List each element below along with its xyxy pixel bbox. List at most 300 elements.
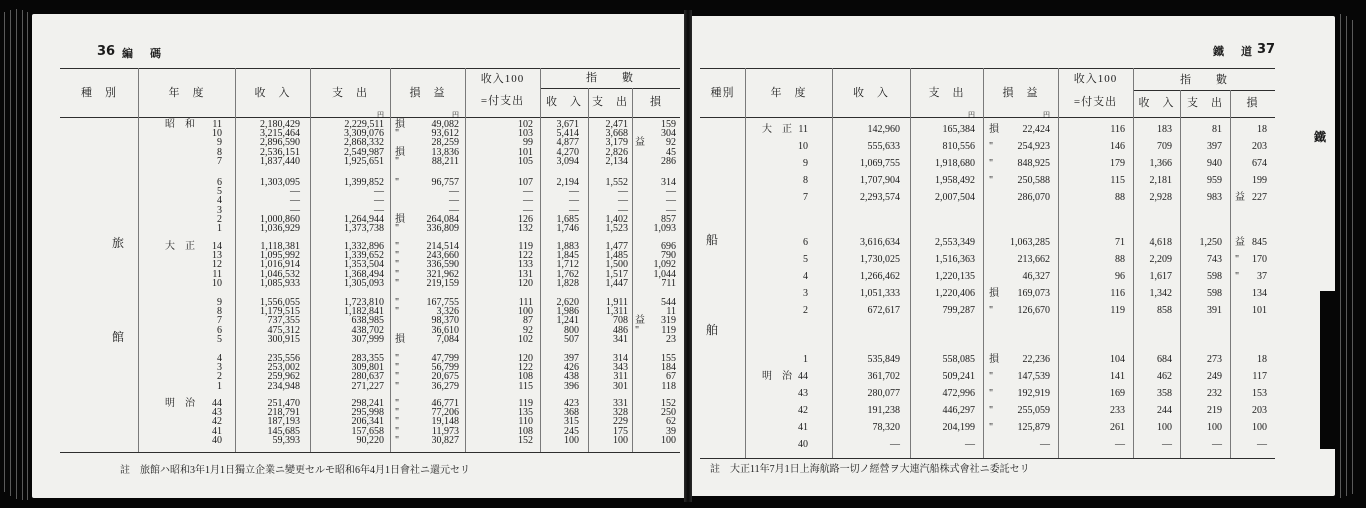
index-expense-cell: 341 xyxy=(613,333,628,345)
income-cell: 218,791 xyxy=(267,407,300,419)
pl-mark: " xyxy=(395,128,400,140)
table-row xyxy=(692,439,1335,451)
profit-loss-cell: 20,675 xyxy=(431,371,459,383)
pl-mark: " xyxy=(395,259,400,271)
index-income-cell: 2,181 xyxy=(1149,175,1172,186)
page-number: 36 xyxy=(97,44,116,59)
index-expense-cell: 100 xyxy=(613,434,628,446)
expense-cell: 446,297 xyxy=(942,405,975,416)
index-expense-cell: 1,485 xyxy=(605,250,628,262)
ratio-cell: 108 xyxy=(518,425,533,437)
table-row xyxy=(692,192,1335,204)
income-cell: 1,556,055 xyxy=(260,297,300,308)
header-index: 指 數 xyxy=(586,72,634,84)
index-expense-cell: 1,402 xyxy=(605,213,628,225)
footnote: 註 大正11年7月1日上海航路一切ノ經營ヲ大連汽船株式會社ニ委託セリ xyxy=(710,464,1030,475)
expense-cell: 204,199 xyxy=(942,422,975,433)
right-table-body xyxy=(692,16,1335,496)
category-char: 館 xyxy=(111,330,124,344)
index-expense-cell: — xyxy=(1212,439,1222,450)
expense-cell: 307,999 xyxy=(351,333,384,345)
ratio-cell: 102 xyxy=(518,119,533,130)
profit-loss-cell: — xyxy=(449,186,459,198)
expense-cell: 298,241 xyxy=(351,398,384,409)
table-row xyxy=(692,422,1335,434)
profit-loss-cell: 286,070 xyxy=(1017,192,1050,203)
year-cell: 44 xyxy=(798,371,808,382)
year-cell: 40 xyxy=(212,434,222,446)
income-cell: 253,002 xyxy=(267,362,300,374)
index-mark: 益 xyxy=(1235,192,1245,203)
income-cell: 145,685 xyxy=(267,425,300,437)
profit-loss-cell: 167,755 xyxy=(426,297,459,308)
pl-mark: " xyxy=(395,407,400,419)
profit-loss-cell: 77,206 xyxy=(431,407,459,419)
index-income-cell: — xyxy=(569,195,579,207)
index-income-cell: 438 xyxy=(564,371,579,383)
income-cell: 234,948 xyxy=(267,380,300,392)
index-pl-cell: 203 xyxy=(1252,141,1267,152)
index-expense-cell: 598 xyxy=(1207,288,1222,299)
income-cell: 187,193 xyxy=(267,416,300,428)
table-row xyxy=(692,388,1335,400)
profit-loss-cell: 250,588 xyxy=(1017,175,1050,186)
ratio-cell: 261 xyxy=(1110,422,1125,433)
income-cell: 300,915 xyxy=(267,333,300,345)
index-pl-cell: — xyxy=(666,195,676,207)
index-pl-cell: 100 xyxy=(661,434,676,446)
index-expense-cell: 486 xyxy=(613,324,628,336)
index-expense-cell: 1,911 xyxy=(605,297,628,308)
index-income-cell: 2,620 xyxy=(556,297,579,308)
ratio-cell: 233 xyxy=(1110,405,1125,416)
index-expense-cell: 397 xyxy=(1207,141,1222,152)
index-pl-cell: 696 xyxy=(661,241,676,252)
index-pl-cell: 711 xyxy=(661,277,676,289)
ratio-cell: 122 xyxy=(518,250,533,262)
ratio-cell: 71 xyxy=(1115,237,1125,248)
profit-loss-cell: 36,610 xyxy=(431,324,459,336)
table-row xyxy=(692,158,1335,170)
category-char: 旅 xyxy=(111,236,124,250)
index-expense-cell: 2,134 xyxy=(605,155,628,167)
income-cell: 1,000,860 xyxy=(260,213,300,225)
pl-mark: " xyxy=(395,223,400,234)
index-income-cell: — xyxy=(569,204,579,216)
profit-loss-cell: 125,879 xyxy=(1017,422,1050,433)
header-index-expense: 支 出 xyxy=(592,96,628,108)
index-expense-cell: — xyxy=(618,186,628,198)
left-page xyxy=(32,14,684,498)
income-cell: 1,730,025 xyxy=(860,254,900,265)
year-cell: 8 xyxy=(803,175,808,186)
year-cell: 4 xyxy=(217,195,222,207)
expense-cell: 810,556 xyxy=(942,141,975,152)
ratio-cell: 99 xyxy=(523,137,533,149)
expense-cell: 1,958,492 xyxy=(935,175,975,186)
income-cell: 1,266,462 xyxy=(860,271,900,282)
pl-mark: " xyxy=(395,434,400,446)
profit-loss-cell: 46,327 xyxy=(1022,271,1050,282)
index-pl-cell: 67 xyxy=(666,371,676,383)
pl-mark: " xyxy=(395,380,400,392)
index-mark: " xyxy=(635,324,640,336)
year-cell: 11 xyxy=(212,268,222,280)
expense-cell: 472,996 xyxy=(942,388,975,399)
year-cell: 41 xyxy=(212,425,222,437)
profit-loss-cell: 126,670 xyxy=(1017,305,1050,316)
pl-mark: " xyxy=(395,177,400,188)
pl-mark: 損 xyxy=(395,119,405,130)
ratio-cell: 132 xyxy=(518,223,533,234)
ratio-cell: 152 xyxy=(518,434,533,446)
index-income-cell: 1,241 xyxy=(556,315,579,327)
header-year: 年 度 xyxy=(770,87,807,99)
year-cell: 10 xyxy=(798,141,808,152)
ratio-cell: 88 xyxy=(1115,254,1125,265)
expense-cell: — xyxy=(374,186,384,198)
index-expense-cell: 1,523 xyxy=(605,223,628,234)
index-mark: 益 xyxy=(635,315,645,327)
header-index: 指 數 xyxy=(1180,74,1228,86)
profit-loss-cell: 93,612 xyxy=(431,128,459,140)
ratio-cell: 105 xyxy=(518,155,533,167)
index-pl-cell: 845 xyxy=(1252,237,1267,248)
index-pl-cell: 250 xyxy=(661,407,676,419)
header-index-income: 收 入 xyxy=(546,96,582,108)
expense-cell: 1,220,406 xyxy=(935,288,975,299)
table-row xyxy=(32,334,684,346)
ratio-cell: 179 xyxy=(1110,158,1125,169)
profit-loss-cell: 96,757 xyxy=(431,177,459,188)
index-income-cell: 183 xyxy=(1157,124,1172,135)
year-cell: 44 xyxy=(212,398,222,409)
index-income-cell: 3,671 xyxy=(556,119,579,130)
expense-cell: 206,341 xyxy=(351,416,384,428)
ratio-cell: 96 xyxy=(1115,271,1125,282)
profit-loss-cell: 22,236 xyxy=(1022,354,1050,365)
ratio-cell: 107 xyxy=(518,177,533,188)
expense-cell: 558,085 xyxy=(942,354,975,365)
expense-cell: 1,373,738 xyxy=(344,223,384,234)
index-expense-cell: 273 xyxy=(1207,354,1222,365)
year-cell: 14 xyxy=(212,241,222,252)
running-head-title: 編 碼 xyxy=(122,48,164,60)
table-row xyxy=(692,371,1335,383)
income-cell: 535,849 xyxy=(867,354,900,365)
year-cell: 11 xyxy=(798,124,808,135)
index-pl-cell: 100 xyxy=(1252,422,1267,433)
year-cell: 5 xyxy=(217,186,222,198)
expense-cell: 2,553,349 xyxy=(935,237,975,248)
profit-loss-cell: — xyxy=(449,204,459,216)
year-cell: 10 xyxy=(212,277,222,289)
page-number: 37 xyxy=(1257,42,1276,57)
year-cell: 1 xyxy=(217,223,222,234)
index-income-cell: 1,746 xyxy=(556,223,579,234)
ratio-cell: 120 xyxy=(518,277,533,289)
index-income-cell: — xyxy=(569,186,579,198)
ratio-cell: 116 xyxy=(1110,124,1125,135)
income-cell: 361,702 xyxy=(867,371,900,382)
index-pl-cell: 203 xyxy=(1252,405,1267,416)
ratio-cell: 141 xyxy=(1110,371,1125,382)
year-cell: 6 xyxy=(217,324,222,336)
ratio-cell: 110 xyxy=(518,416,533,428)
income-cell: 1,095,992 xyxy=(260,250,300,262)
year-cell: 7 xyxy=(217,155,222,167)
header-profit-loss: 損 益 xyxy=(1002,87,1039,99)
income-cell: 142,960 xyxy=(867,124,900,135)
expense-cell: 165,384 xyxy=(942,124,975,135)
header-income: 收 入 xyxy=(254,87,291,99)
index-mark: " xyxy=(1235,271,1240,282)
pl-mark: " xyxy=(989,422,994,433)
index-expense-cell: 959 xyxy=(1207,175,1222,186)
income-cell: 1,051,333 xyxy=(860,288,900,299)
income-cell: 1,837,440 xyxy=(260,155,300,167)
index-pl-cell: 227 xyxy=(1252,192,1267,203)
profit-loss-cell: 336,590 xyxy=(426,259,459,271)
profit-loss-cell: 56,799 xyxy=(431,362,459,374)
index-expense-cell: 743 xyxy=(1207,254,1222,265)
profit-loss-cell: 11,973 xyxy=(431,425,459,437)
category-char: 舶 xyxy=(705,323,718,337)
profit-loss-cell: 254,923 xyxy=(1017,141,1050,152)
table-row xyxy=(692,141,1335,153)
expense-cell: 3,309,076 xyxy=(344,128,384,140)
year-cell: 3 xyxy=(217,362,222,374)
index-income-cell: 800 xyxy=(564,324,579,336)
ratio-cell: 115 xyxy=(518,380,533,392)
year-cell: 11 xyxy=(212,119,222,130)
pl-mark: 損 xyxy=(395,333,405,345)
era-label: 明 治 xyxy=(762,371,792,382)
index-income-cell: 100 xyxy=(564,434,579,446)
index-expense-cell: 175 xyxy=(613,425,628,437)
expense-cell: 1,264,944 xyxy=(344,213,384,225)
ratio-cell: 169 xyxy=(1110,388,1125,399)
profit-loss-cell: 336,809 xyxy=(426,223,459,234)
year-cell: 3 xyxy=(803,288,808,299)
expense-cell: 280,637 xyxy=(351,371,384,383)
index-pl-cell: 37 xyxy=(1257,271,1267,282)
page-edge-line xyxy=(16,9,17,499)
page-edge-line xyxy=(27,12,28,500)
year-cell: 10 xyxy=(212,128,222,140)
expense-cell: 799,287 xyxy=(942,305,975,316)
index-pl-cell: 155 xyxy=(661,353,676,364)
expense-cell: 1,723,810 xyxy=(344,297,384,308)
index-mark: 益 xyxy=(635,137,645,149)
category-char: 船 xyxy=(705,233,718,247)
index-income-cell: 397 xyxy=(564,353,579,364)
profit-loss-cell: 192,919 xyxy=(1017,388,1050,399)
index-income-cell: 462 xyxy=(1157,371,1172,382)
year-cell: 8 xyxy=(217,146,222,158)
income-cell: 475,312 xyxy=(267,324,300,336)
index-income-cell: 426 xyxy=(564,362,579,374)
income-cell: 280,077 xyxy=(867,388,900,399)
ratio-cell: 104 xyxy=(1110,354,1125,365)
index-pl-cell: — xyxy=(1257,439,1267,450)
index-income-cell: 1,617 xyxy=(1149,271,1172,282)
header-index-pl: 損 xyxy=(1246,97,1259,109)
income-cell: — xyxy=(890,439,900,450)
index-income-cell: 1,986 xyxy=(556,306,579,318)
profit-loss-cell: 28,259 xyxy=(431,137,459,149)
footnote: 註 旅館ハ昭和3年1月1日獨立企業ニ變更セルモ昭和6年4月1日會社ニ還元セリ xyxy=(120,465,470,476)
pl-mark: 損 xyxy=(989,354,999,365)
year-cell: 7 xyxy=(803,192,808,203)
profit-loss-cell: 213,662 xyxy=(1017,254,1050,265)
index-expense-cell: 219 xyxy=(1207,405,1222,416)
expense-cell: — xyxy=(965,439,975,450)
table-row xyxy=(692,354,1335,366)
pl-mark: " xyxy=(989,158,994,169)
ratio-cell: 101 xyxy=(518,146,533,158)
header-ratio-line2: =付支出 xyxy=(1073,96,1118,108)
income-cell: 59,393 xyxy=(272,434,300,446)
index-pl-cell: 39 xyxy=(666,425,676,437)
table-row xyxy=(692,271,1335,283)
income-cell: 2,536,151 xyxy=(260,146,300,158)
index-income-cell: 1,342 xyxy=(1149,288,1172,299)
expense-cell: 1,220,135 xyxy=(935,271,975,282)
index-pl-cell: 674 xyxy=(1252,158,1267,169)
index-expense-cell: 940 xyxy=(1207,158,1222,169)
expense-cell: 2,007,504 xyxy=(935,192,975,203)
era-label xyxy=(159,223,201,235)
header-ratio-line1: 收入100 xyxy=(1073,73,1118,85)
income-cell: — xyxy=(290,204,300,216)
expense-cell: 1,918,680 xyxy=(935,158,975,169)
table-row xyxy=(692,237,1335,249)
income-cell: 1,046,532 xyxy=(260,268,300,280)
year-cell: 9 xyxy=(217,137,222,149)
income-cell: 2,180,429 xyxy=(260,119,300,130)
year-cell: 42 xyxy=(212,416,222,428)
header-category: 種 別 xyxy=(81,87,117,99)
index-expense-cell: 598 xyxy=(1207,271,1222,282)
expense-cell: 1,182,841 xyxy=(344,306,384,318)
year-cell: 6 xyxy=(803,237,808,248)
page-edge-line xyxy=(1352,20,1353,494)
index-pl-cell: 101 xyxy=(1252,305,1267,316)
year-cell: 12 xyxy=(212,259,222,271)
index-expense-cell: 311 xyxy=(613,371,628,383)
index-expense-cell: 343 xyxy=(613,362,628,374)
index-expense-cell: 232 xyxy=(1207,388,1222,399)
profit-loss-cell: 214,514 xyxy=(426,241,459,252)
income-cell: 1,016,914 xyxy=(260,259,300,271)
income-cell: 1,069,755 xyxy=(860,158,900,169)
ratio-cell: 103 xyxy=(518,128,533,140)
index-pl-cell: 118 xyxy=(661,380,676,392)
profit-loss-cell: 3,326 xyxy=(436,306,459,318)
pl-mark: 損 xyxy=(395,213,405,225)
index-pl-cell: 11 xyxy=(666,306,676,318)
index-income-cell: 3,094 xyxy=(556,155,579,167)
index-pl-cell: 18 xyxy=(1257,124,1267,135)
era-label xyxy=(159,435,201,447)
index-expense-cell: 2,826 xyxy=(605,146,628,158)
ratio-cell: 111 xyxy=(518,297,533,308)
expense-cell: 271,227 xyxy=(351,380,384,392)
pl-mark: " xyxy=(989,371,994,382)
index-income-cell: 684 xyxy=(1157,354,1172,365)
index-income-cell: 4,877 xyxy=(556,137,579,149)
ratio-cell: 120 xyxy=(518,353,533,364)
profit-loss-cell: 19,148 xyxy=(431,416,459,428)
table-row xyxy=(32,223,684,235)
pl-mark: 損 xyxy=(989,124,999,135)
header-ratio-line2: =付支出 xyxy=(480,95,525,107)
expense-cell: 438,702 xyxy=(351,324,384,336)
ratio-cell: 122 xyxy=(518,362,533,374)
ratio-cell: 102 xyxy=(518,333,533,345)
era-label: 大 正 xyxy=(165,241,195,252)
profit-loss-cell: 98,370 xyxy=(431,315,459,327)
ratio-cell: 135 xyxy=(518,407,533,419)
profit-loss-cell: 88,211 xyxy=(431,155,459,167)
index-expense-cell: — xyxy=(618,195,628,207)
index-expense-cell: 249 xyxy=(1207,371,1222,382)
ratio-cell: 116 xyxy=(1110,288,1125,299)
year-cell: 5 xyxy=(217,333,222,345)
index-pl-cell: 45 xyxy=(666,146,676,158)
profit-loss-cell: 169,073 xyxy=(1017,288,1050,299)
header-index-pl: 損 xyxy=(650,96,662,108)
pl-mark: " xyxy=(989,141,994,152)
year-cell: 9 xyxy=(217,297,222,308)
year-cell: 7 xyxy=(217,315,222,327)
table-row xyxy=(692,175,1335,187)
index-expense-cell: — xyxy=(618,204,628,216)
ratio-cell: 119 xyxy=(518,398,533,409)
index-pl-cell: 170 xyxy=(1252,254,1267,265)
index-income-cell: 423 xyxy=(564,398,579,409)
ratio-cell: 87 xyxy=(523,315,533,327)
index-pl-cell: — xyxy=(666,204,676,216)
index-pl-cell: 153 xyxy=(1252,388,1267,399)
pl-mark: " xyxy=(395,353,400,364)
index-income-cell: — xyxy=(1162,439,1172,450)
index-pl-cell: 134 xyxy=(1252,288,1267,299)
yen-unit-mark: 円 xyxy=(377,111,384,119)
page-edge-line xyxy=(10,10,11,496)
profit-loss-cell: 30,827 xyxy=(431,434,459,446)
profit-loss-cell: 13,836 xyxy=(431,146,459,158)
ratio-cell: 119 xyxy=(1110,305,1125,316)
index-expense-cell: 708 xyxy=(613,315,628,327)
header-year: 年 度 xyxy=(168,87,205,99)
profit-loss-cell: — xyxy=(449,195,459,207)
era-label xyxy=(159,334,201,346)
index-expense-cell: 391 xyxy=(1207,305,1222,316)
expense-cell: 1,353,504 xyxy=(344,259,384,271)
pl-mark: " xyxy=(395,306,400,318)
thumb-index-tab: 鐵 xyxy=(1313,130,1326,144)
expense-cell: 1,925,651 xyxy=(344,155,384,167)
year-cell: 4 xyxy=(217,353,222,364)
table-row xyxy=(32,278,684,290)
ratio-cell: 119 xyxy=(518,241,533,252)
index-pl-cell: 199 xyxy=(1252,175,1267,186)
profit-loss-cell: 22,424 xyxy=(1022,124,1050,135)
year-cell: 43 xyxy=(212,407,222,419)
pl-mark: " xyxy=(395,155,400,167)
